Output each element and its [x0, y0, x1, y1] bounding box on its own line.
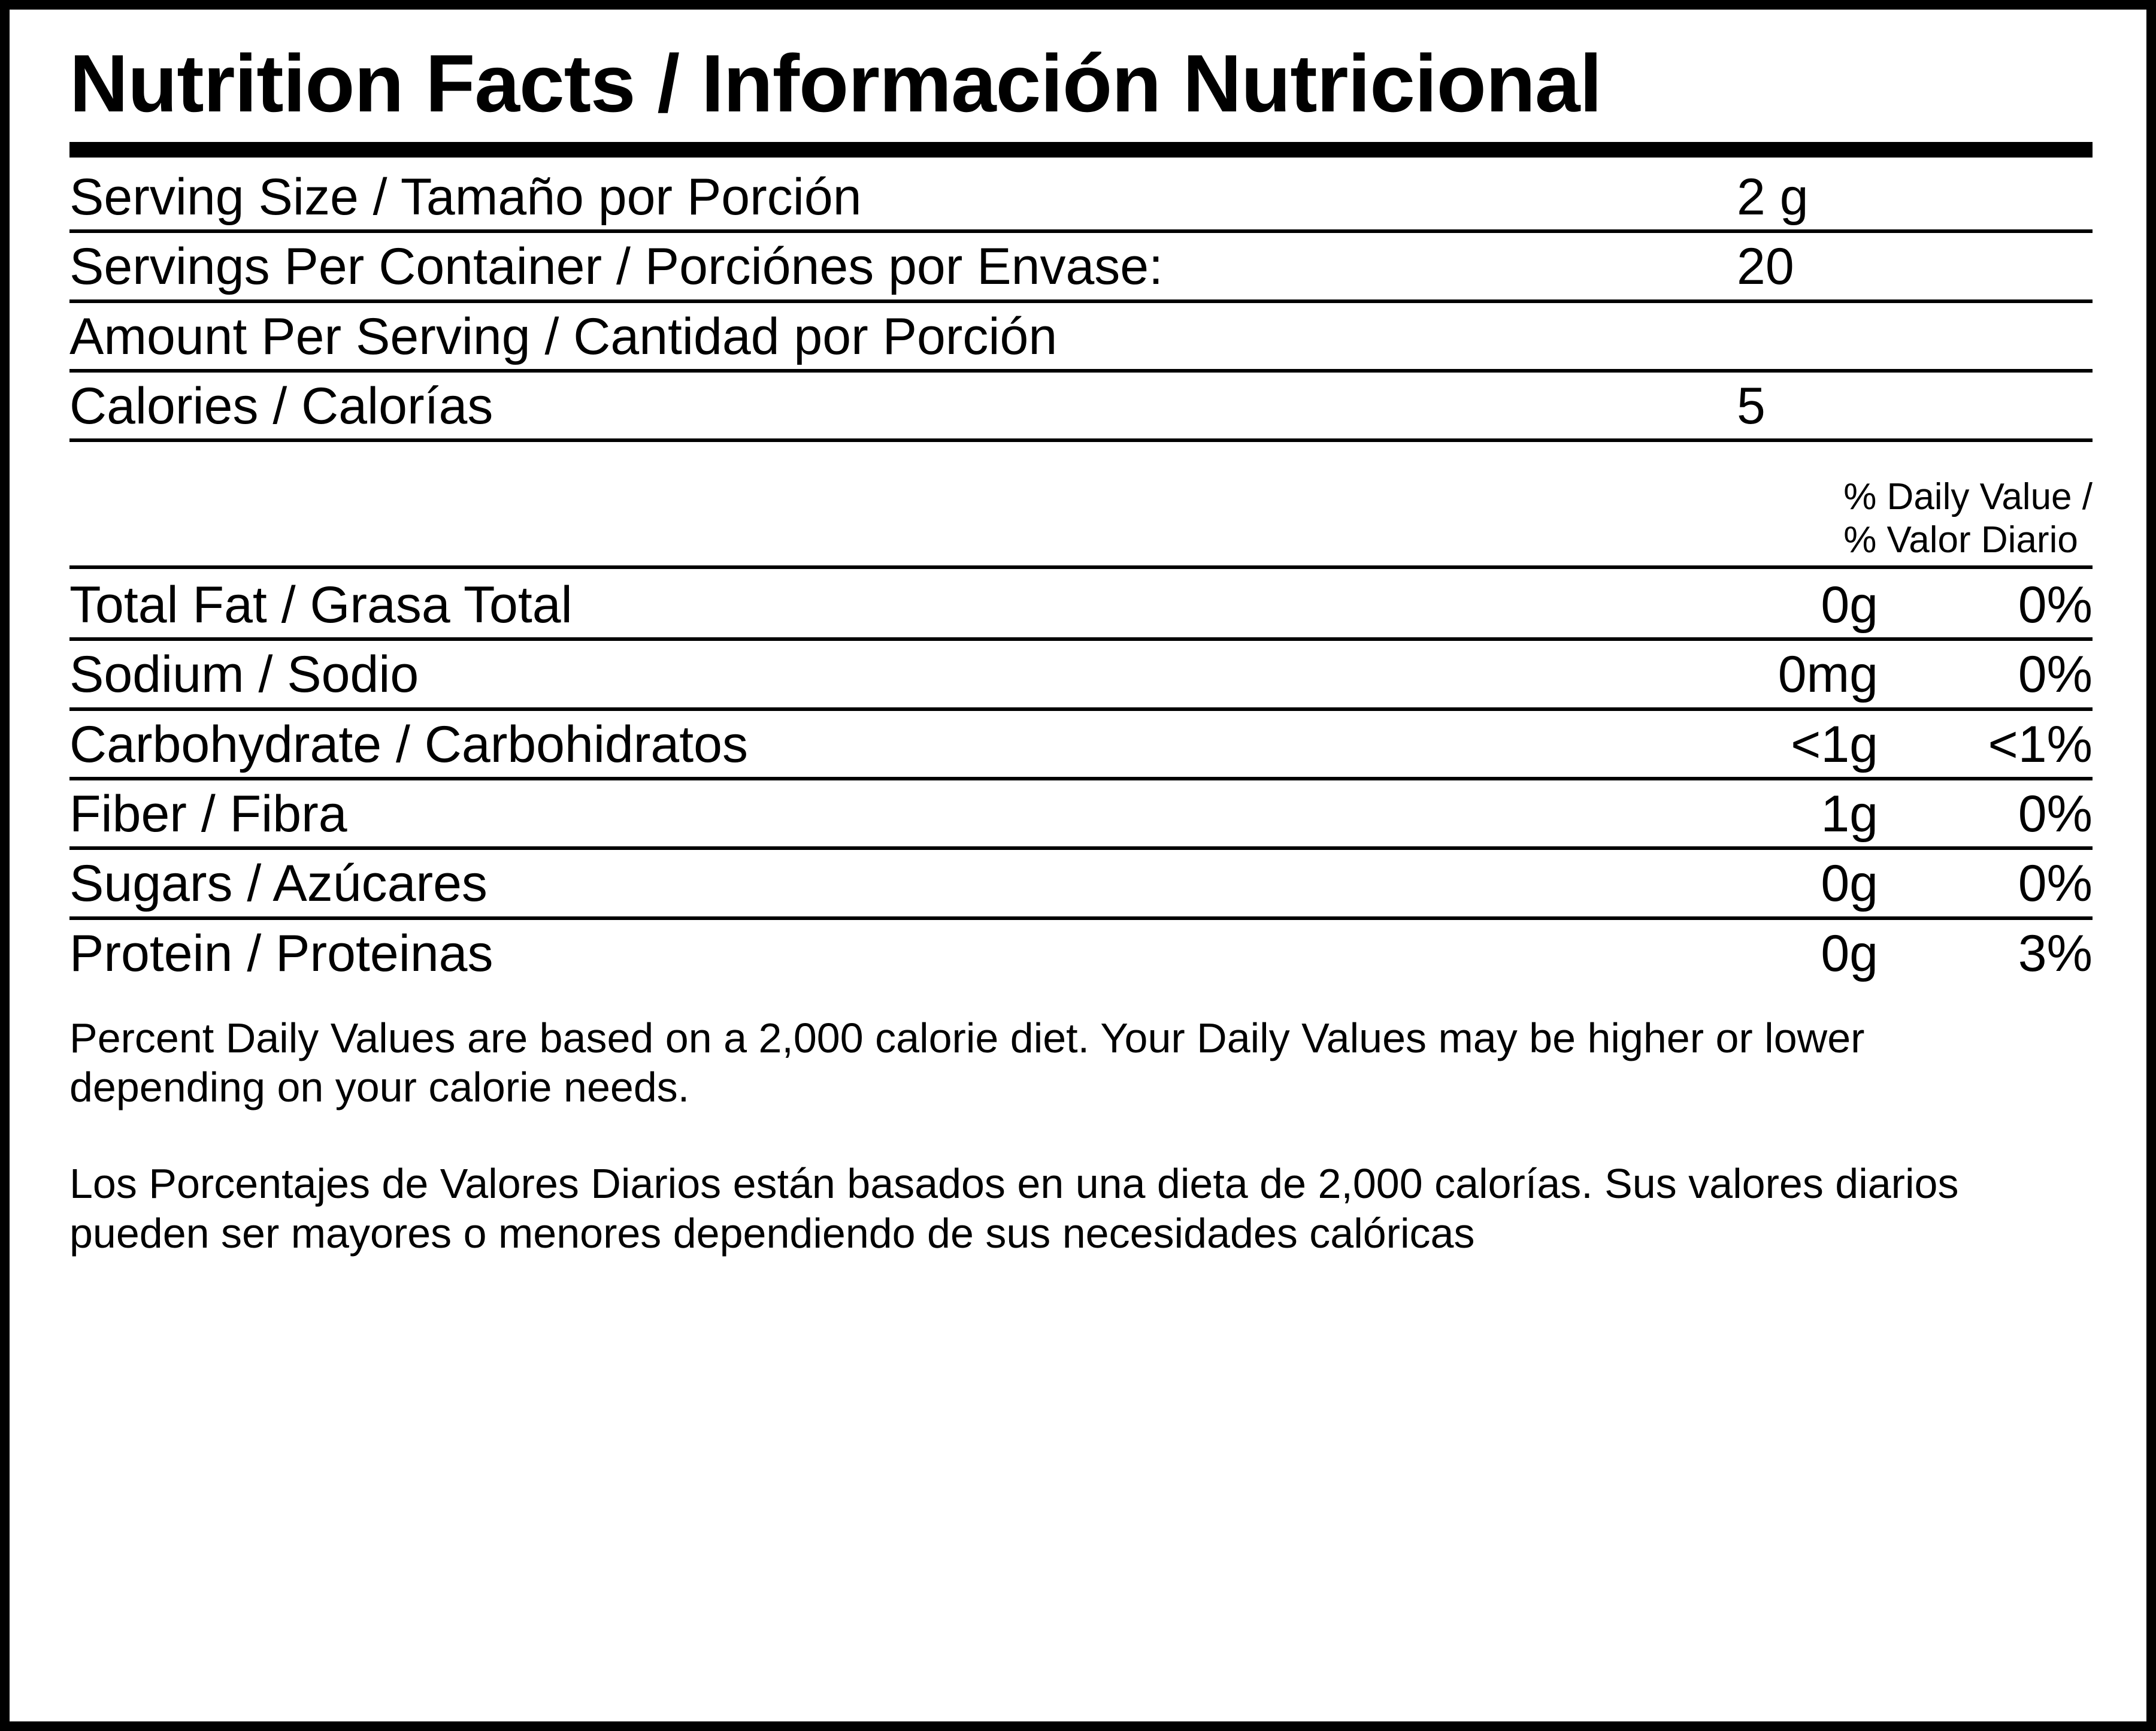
nutrient-amount: <1g	[1791, 715, 1878, 773]
footnote-english: Percent Daily Values are based on a 2,000 calorie diet. Your Daily Values may be higher or lower depending on your calorie needs.	[69, 1014, 1865, 1111]
amount-per-serving-label: Amount Per Serving / Cantidad por Porción	[69, 307, 1058, 365]
nutrient-row	[69, 780, 2093, 850]
nutrient-label: Total Fat / Grasa Total	[69, 576, 573, 634]
servings-per-container-row	[69, 233, 2093, 302]
nutrient-daily-value: <1%	[1988, 715, 2093, 773]
nutrient-row	[69, 641, 2093, 710]
nutrient-label: Fiber / Fibra	[69, 785, 347, 843]
calories-label: Calories / Calorías	[69, 377, 493, 435]
nutrient-label: Carbohydrate / Carbohidratos	[69, 715, 748, 773]
nutrient-daily-value: 0%	[2018, 576, 2093, 634]
footnote-spanish: Los Porcentajes de Valores Diarios están basados en una dieta de 2,000 calorías. Sus valores diarios pueden ser mayores o menores dependiendo de sus necesidades calóricas	[69, 1160, 1959, 1257]
nutrient-amount: 0mg	[1778, 646, 1878, 704]
nutrient-label: Sugars / Azúcares	[69, 855, 487, 913]
amount-per-serving-row	[69, 303, 2093, 373]
daily-value-header-line-1: % Daily Value /	[1843, 476, 2093, 518]
nutrient-amount: 1g	[1821, 785, 1878, 843]
nutrient-daily-value: 3%	[2018, 924, 2093, 982]
serving-size-label: Serving Size / Tamaño por Porción	[69, 168, 862, 226]
nutrient-daily-value: 0%	[2018, 785, 2093, 843]
daily-value-header-line-2: % Valor Diario	[1843, 519, 2078, 561]
nutrient-label: Sodium / Sodio	[69, 646, 419, 704]
serving-size-value: 2 g	[1737, 168, 1809, 226]
calories-row	[69, 373, 2093, 442]
servings-per-container-label: Servings Per Container / Porciónes por Envase:	[69, 238, 1164, 296]
nutrient-amount: 0g	[1821, 576, 1878, 634]
servings-per-container-value: 20	[1737, 238, 1794, 296]
nutrient-daily-value: 0%	[2018, 855, 2093, 913]
nutrient-row	[69, 920, 2093, 986]
calories-value: 5	[1737, 377, 1766, 435]
nutrition-facts-content	[69, 40, 2093, 1258]
daily-value-header-lines	[1843, 476, 2093, 562]
nutrient-amount: 0g	[1821, 924, 1878, 982]
nutrient-row	[69, 850, 2093, 919]
panel-title: Nutrition Facts / Información Nutricional	[69, 38, 1602, 129]
title-divider	[69, 142, 2093, 158]
serving-size-row	[69, 164, 2093, 233]
nutrient-label: Protein / Proteinas	[69, 924, 493, 982]
nutrient-daily-value: 0%	[2018, 646, 2093, 704]
nutrient-row	[69, 711, 2093, 780]
nutrient-row	[69, 571, 2093, 641]
nutrient-amount: 0g	[1821, 855, 1878, 913]
daily-value-header	[69, 476, 2093, 569]
